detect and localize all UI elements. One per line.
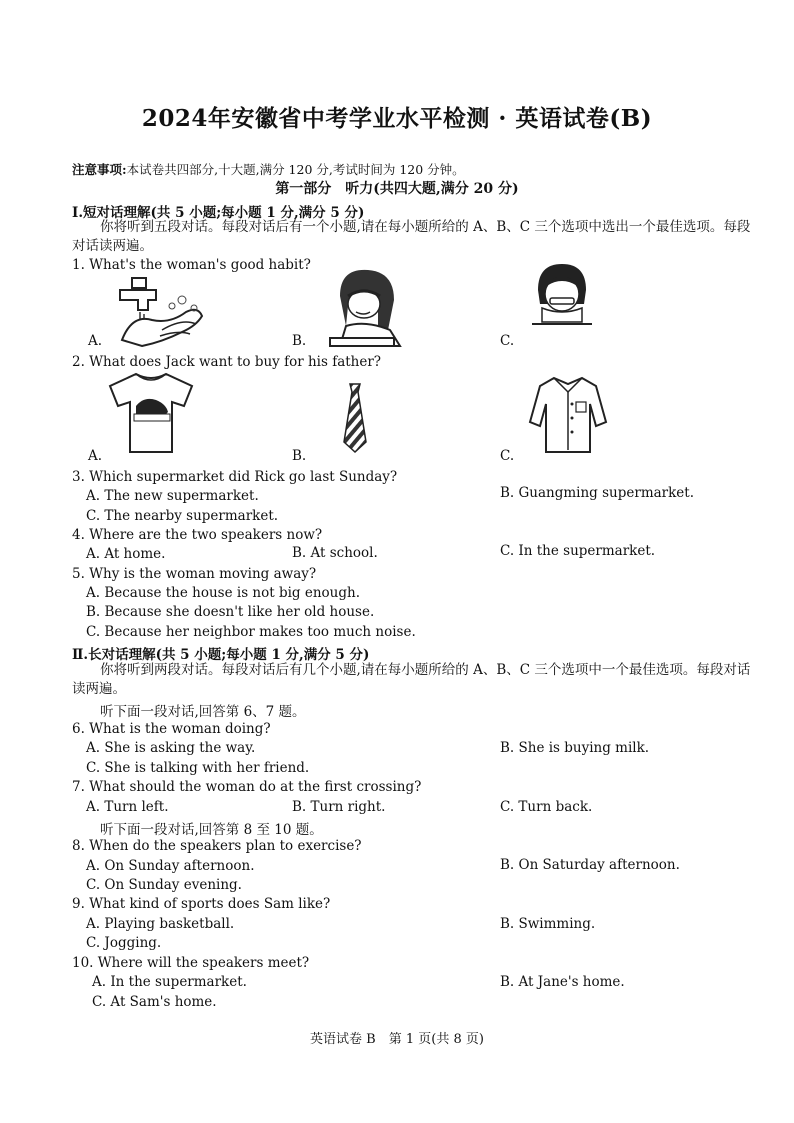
q3-option-b: B. Guangming supermarket. (500, 485, 695, 501)
q9-option-b: B. Swimming. (500, 916, 596, 932)
q8-option-a: A. On Sunday afternoon. (86, 858, 255, 874)
q8-stem: 8. When do the speakers plan to exercise? (72, 838, 362, 854)
q4-stem: 4. Where are the two speakers now? (72, 527, 323, 543)
q1-option-b: B. (292, 333, 307, 349)
q1-stem: 1. What's the woman's good habit? (72, 257, 311, 273)
q8-option-c: C. On Sunday evening. (86, 877, 242, 893)
q6-option-c: C. She is talking with her friend. (86, 760, 310, 776)
q2-option-c: C. (500, 448, 515, 464)
girl-brushing-teeth-icon (528, 260, 596, 332)
q8-option-b: B. On Saturday afternoon. (500, 857, 680, 873)
q10-option-a: A. In the supermarket. (92, 974, 247, 990)
q6-stem: 6. What is the woman doing? (72, 721, 271, 737)
q1-option-a: A. (88, 333, 103, 349)
notice-label: 注意事项: (72, 162, 127, 177)
q3-stem: 3. Which supermarket did Rick go last Sunday? (72, 469, 398, 485)
q6-option-b: B. She is buying milk. (500, 740, 650, 756)
q5-stem: 5. Why is the woman moving away? (72, 566, 317, 582)
exam-title: 2024年安徽省中考学业水平检测 · 英语试卷(B) (141, 105, 653, 132)
q6-option-a: A. She is asking the way. (86, 740, 256, 756)
q2-option-a: A. (88, 448, 103, 464)
q9-stem: 9. What kind of sports does Sam like? (72, 896, 331, 912)
q4-option-a: A. At home. (86, 546, 166, 562)
shirt-icon (528, 374, 608, 454)
q10-option-c: C. At Sam's home. (92, 994, 217, 1010)
q2-option-b: B. (292, 448, 307, 464)
t-shirt-icon (106, 370, 196, 456)
q4-option-c: C. In the supermarket. (500, 543, 656, 559)
girl-studying-icon (326, 266, 406, 350)
notice (72, 160, 465, 178)
section1-instruction: 你将听到五段对话。每段对话后有一个小题,请在每小题所给的 A、B、C 三个选项中选出一个最佳选项。每段对话读两遍。 (72, 219, 751, 254)
q3-option-c: C. The nearby supermarket. (86, 508, 279, 524)
hand-washing-icon (102, 270, 212, 348)
q9-option-a: A. Playing basketball. (86, 916, 235, 932)
q10-stem: 10. Where will the speakers meet? (72, 955, 310, 971)
q7-option-a: A. Turn left. (86, 799, 169, 815)
notice-text: 本试卷共四部分,十大题,满分 120 分,考试时间为 120 分钟。 (126, 162, 465, 177)
dialog2-note: 听下面一段对话,回答第 8 至 10 题。 (100, 822, 323, 838)
q1-option-c: C. (500, 333, 515, 349)
q4-option-b: B. At school. (292, 545, 378, 561)
dialog1-note: 听下面一段对话,回答第 6、7 题。 (100, 704, 306, 720)
section2-heading: Ⅱ.长对话理解(共 5 小题;每小题 1 分,满分 5 分) (72, 647, 370, 663)
q7-option-b: B. Turn right. (292, 799, 386, 815)
q3-option-a: A. The new supermarket. (86, 488, 259, 504)
q7-stem: 7. What should the woman do at the first crossing? (72, 779, 422, 795)
q9-option-c: C. Jogging. (86, 935, 162, 951)
necktie-icon (340, 382, 370, 454)
part1-heading: 第一部分 听力(共四大题,满分 20 分) (275, 181, 519, 197)
section1-heading: Ⅰ.短对话理解(共 5 小题;每小题 1 分,满分 5 分) (72, 205, 365, 221)
q10-option-b: B. At Jane's home. (500, 974, 625, 990)
q7-option-c: C. Turn back. (500, 799, 593, 815)
q5-option-a: A. Because the house is not big enough. (86, 585, 360, 601)
q2-stem: 2. What does Jack want to buy for his father? (72, 354, 382, 370)
q5-option-b: B. Because she doesn't like her old house. (86, 604, 375, 620)
page-footer: 英语试卷 B 第 1 页(共 8 页) (310, 1032, 484, 1047)
section2-instruction: 你将听到两段对话。每段对话后有几个小题,请在每小题所给的 A、B、C 三个选项中一个最佳选项。每段对话读两遍。 (72, 662, 751, 697)
q5-option-c: C. Because her neighbor makes too much noise. (86, 624, 416, 640)
